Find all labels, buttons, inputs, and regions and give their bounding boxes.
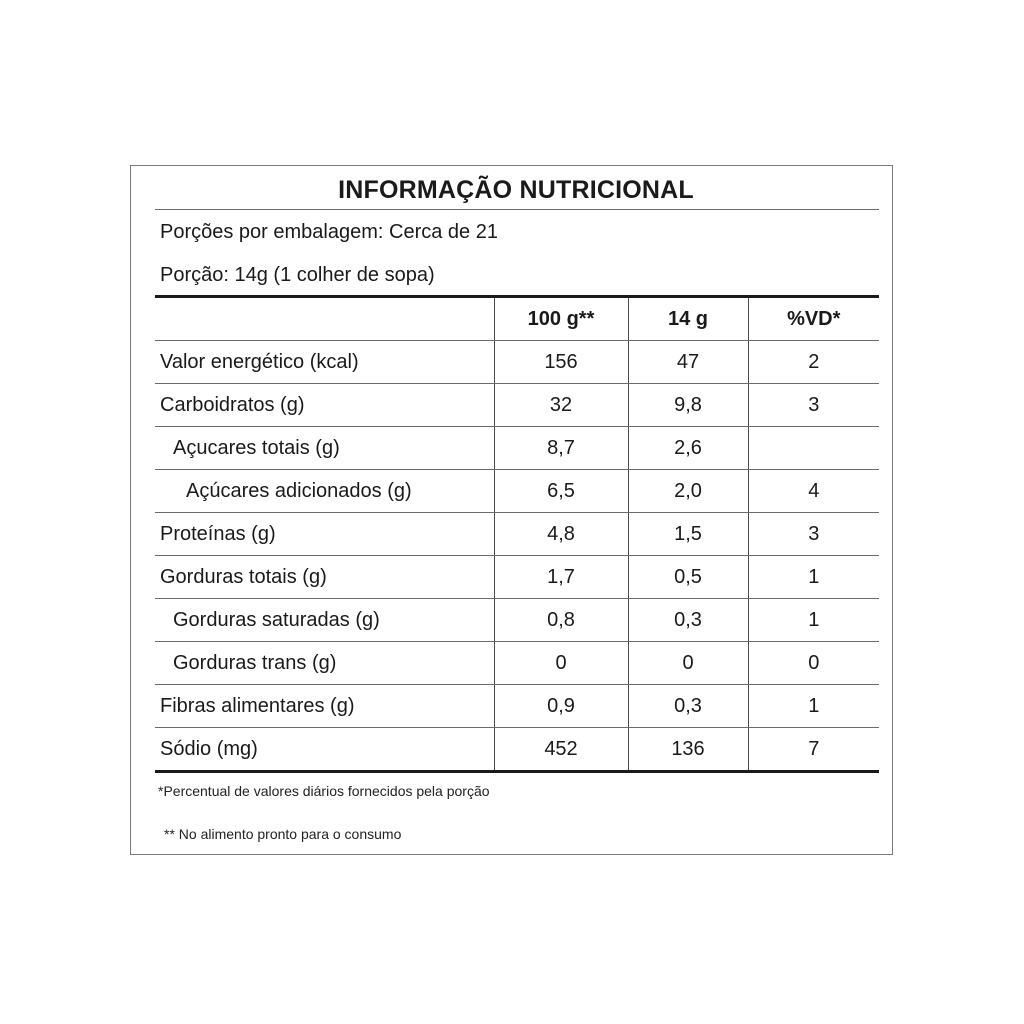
value-daily: 1 <box>748 556 879 599</box>
serving-size: Porção: 14g (1 colher de sopa) <box>160 264 435 286</box>
nutrition-table <box>155 298 879 773</box>
header-per-100g: 100 g** <box>494 298 628 341</box>
value-per-100g: 0,8 <box>494 599 628 642</box>
value-per-14g: 0,3 <box>628 599 748 642</box>
table-header-row <box>155 298 879 341</box>
value-per-100g: 0 <box>494 642 628 685</box>
table-row <box>155 341 879 384</box>
value-per-100g: 0,9 <box>494 685 628 728</box>
value-daily: 3 <box>748 384 879 427</box>
nutrient-name: Açúcares adicionados (g) <box>155 470 494 513</box>
servings-per-package: Porções por embalagem: Cerca de 21 <box>160 221 498 243</box>
divider <box>155 209 879 210</box>
value-daily: 3 <box>748 513 879 556</box>
nutrient-name: Gorduras saturadas (g) <box>155 599 494 642</box>
nutrition-facts-label <box>130 165 893 855</box>
value-per-14g: 9,8 <box>628 384 748 427</box>
header-daily-value: %VD* <box>748 298 879 341</box>
table-row <box>155 384 879 427</box>
nutrient-name: Gorduras totais (g) <box>155 556 494 599</box>
table-row <box>155 728 879 772</box>
table-row <box>155 599 879 642</box>
label-title: INFORMAÇÃO NUTRICIONAL <box>338 176 694 204</box>
footnote-daily-value: *Percentual de valores diários fornecidos pela porção <box>158 783 490 799</box>
value-per-100g: 452 <box>494 728 628 772</box>
header-per-14g: 14 g <box>628 298 748 341</box>
value-per-14g: 2,0 <box>628 470 748 513</box>
footnote-ready-to-eat: ** No alimento pronto para o consumo <box>164 826 402 842</box>
nutrient-name: Fibras alimentares (g) <box>155 685 494 728</box>
value-per-14g: 0 <box>628 642 748 685</box>
value-per-100g: 4,8 <box>494 513 628 556</box>
value-per-14g: 1,5 <box>628 513 748 556</box>
value-per-100g: 1,7 <box>494 556 628 599</box>
nutrient-name: Carboidratos (g) <box>155 384 494 427</box>
value-per-14g: 136 <box>628 728 748 772</box>
value-per-14g: 47 <box>628 341 748 384</box>
nutrient-name: Proteínas (g) <box>155 513 494 556</box>
value-daily: 1 <box>748 599 879 642</box>
header-nutrient <box>155 298 494 341</box>
table-row <box>155 513 879 556</box>
nutrient-name: Sódio (mg) <box>155 728 494 772</box>
nutrient-name: Valor energético (kcal) <box>155 341 494 384</box>
value-per-100g: 6,5 <box>494 470 628 513</box>
table-row <box>155 642 879 685</box>
value-daily: 2 <box>748 341 879 384</box>
value-daily: 4 <box>748 470 879 513</box>
value-per-14g: 0,3 <box>628 685 748 728</box>
value-daily <box>748 427 879 470</box>
value-per-100g: 32 <box>494 384 628 427</box>
value-daily: 1 <box>748 685 879 728</box>
value-daily: 0 <box>748 642 879 685</box>
value-per-100g: 156 <box>494 341 628 384</box>
value-per-14g: 2,6 <box>628 427 748 470</box>
table-row <box>155 556 879 599</box>
value-per-100g: 8,7 <box>494 427 628 470</box>
table-row <box>155 685 879 728</box>
value-per-14g: 0,5 <box>628 556 748 599</box>
table-row <box>155 470 879 513</box>
nutrient-name: Açucares totais (g) <box>155 427 494 470</box>
value-daily: 7 <box>748 728 879 772</box>
table-row <box>155 427 879 470</box>
nutrient-name: Gorduras trans (g) <box>155 642 494 685</box>
